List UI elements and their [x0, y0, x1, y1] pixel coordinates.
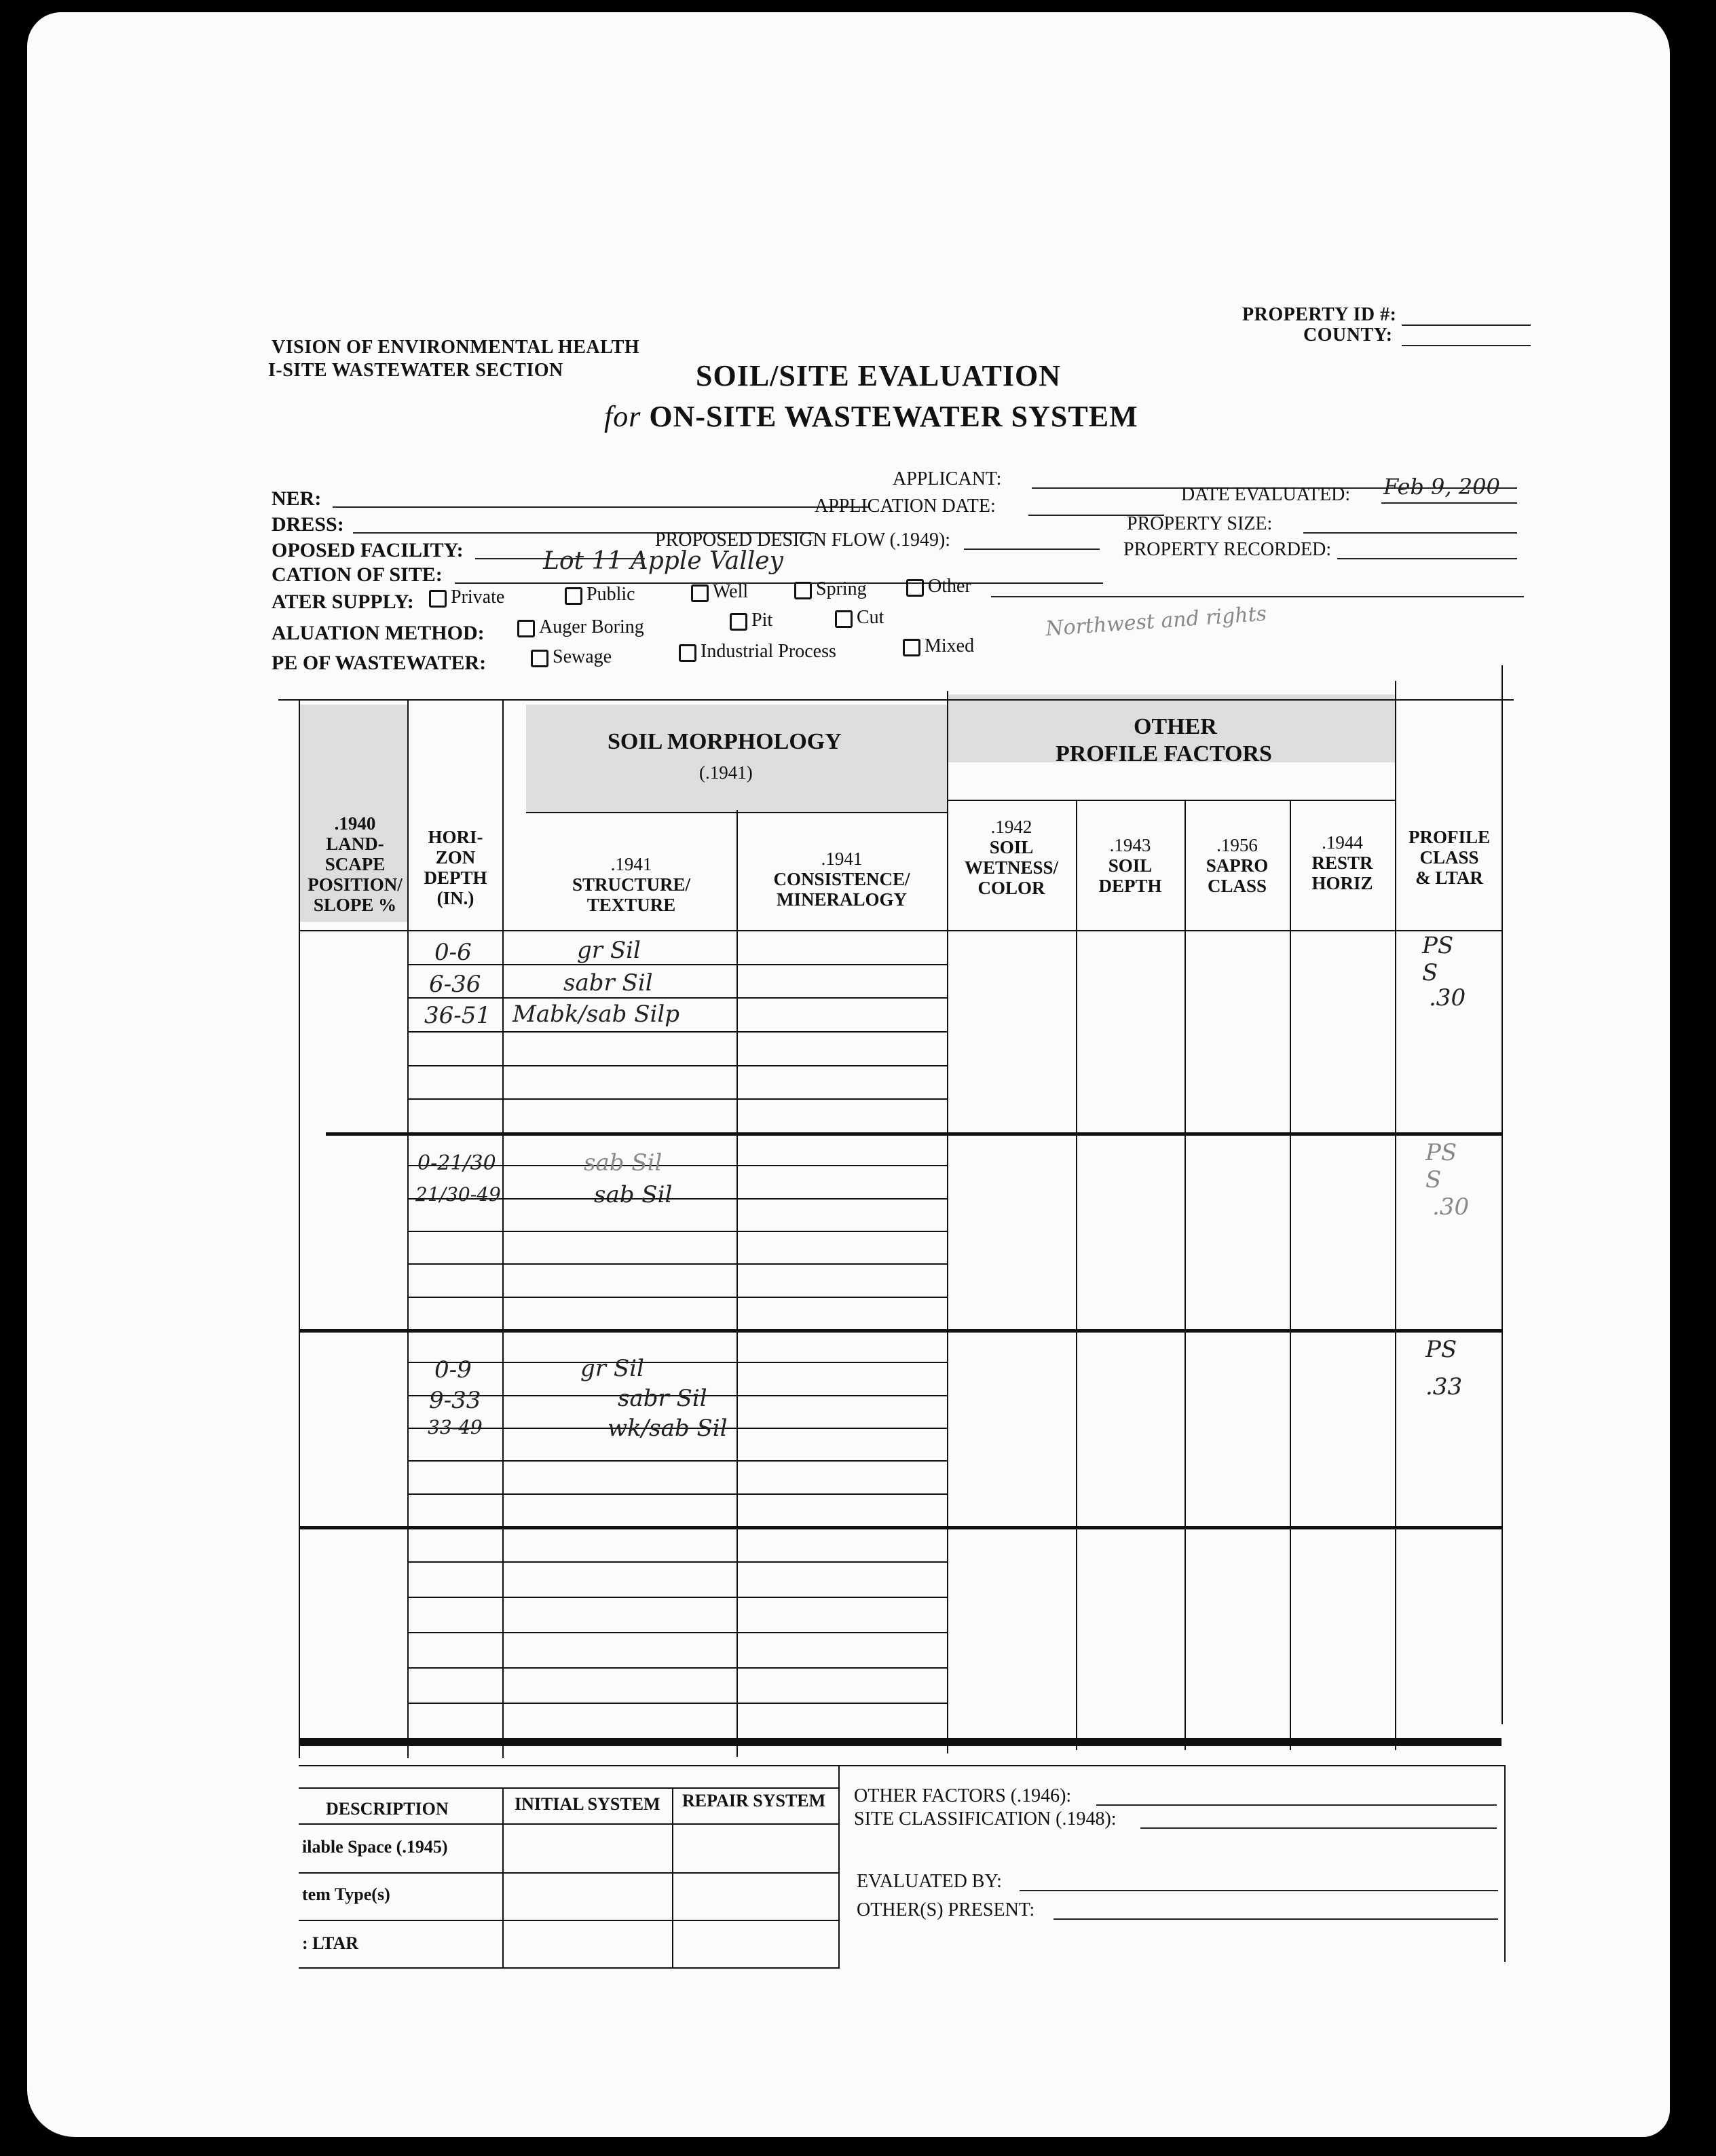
row-line: [407, 1561, 947, 1563]
profile-3-depth-1: 0-9: [434, 1356, 472, 1383]
col-restr-header: .1944 RESTR HORIZ: [1311, 832, 1373, 893]
bottom-col-1: [502, 1787, 504, 1967]
available-space-label: ilable Space (.1945): [302, 1837, 448, 1857]
profile-3-structure-1: gr Sil: [580, 1355, 644, 1382]
morphology-header-shade: [526, 705, 947, 813]
wastewater-label: PE OF WASTEWATER:: [272, 652, 487, 674]
col-wetness-header: .1942 SOIL WETNESS/ COLOR: [964, 817, 1059, 898]
row-line: [407, 1297, 947, 1298]
row-line: [407, 1632, 947, 1633]
ltar-label: : LTAR: [302, 1933, 359, 1953]
ww-sewage-checkbox[interactable]: Sewage: [531, 646, 612, 668]
other-factors-label: OTHER FACTORS (.1946):: [854, 1785, 1072, 1806]
property-size-label: PROPERTY SIZE:: [1127, 513, 1273, 534]
eval-pit-checkbox[interactable]: Pit: [730, 610, 772, 631]
agency-line-1: VISION OF ENVIRONMENTAL HEALTH: [272, 337, 640, 358]
location-label: CATION OF SITE:: [272, 563, 443, 586]
date-evaluated-label: DATE EVALUATED:: [1181, 484, 1351, 505]
bottom-line-2: [299, 1872, 838, 1874]
col-sep-5: [1076, 800, 1077, 1750]
profile-1-structure-3: Mabk/sab Silp: [512, 1001, 680, 1028]
col-sapro-header: .1956 SAPRO CLASS: [1206, 835, 1269, 896]
profile-2-structure-2: sab Sil: [594, 1181, 673, 1208]
profile-2-class-2: S: [1425, 1166, 1442, 1193]
applicant-label: APPLICANT:: [893, 468, 1002, 489]
address-label: DRESS:: [272, 513, 344, 536]
soil-morphology-header: SOIL MORPHOLOGY: [608, 729, 842, 754]
water-other-line[interactable]: [991, 596, 1524, 597]
profile-sep-2: [299, 1329, 1502, 1333]
col-sep-3: [736, 810, 738, 1757]
evaluated-by-label: EVALUATED BY:: [857, 1871, 1002, 1892]
row-line: [407, 1031, 947, 1033]
col-sep-2: [502, 699, 504, 1758]
profile-1-class-1: PS: [1422, 932, 1454, 959]
row-line: [407, 1065, 947, 1066]
profile-1-class-2: S: [1422, 959, 1438, 986]
eval-auger-checkbox[interactable]: Auger Boring: [517, 616, 644, 638]
row-line: [407, 1703, 947, 1704]
note-value: Northwest and rights: [1045, 601, 1268, 642]
design-flow-line[interactable]: [964, 549, 1100, 550]
form-title: SOIL/SITE EVALUATION: [696, 359, 1062, 392]
row-line: [407, 964, 947, 965]
profile-sep-1: [326, 1132, 1502, 1136]
water-supply-label: ATER SUPPLY:: [272, 591, 414, 613]
other-header-1: OTHER: [1134, 714, 1217, 739]
profile-sep-3: [299, 1526, 1502, 1529]
table-top: [278, 699, 1514, 701]
site-classification-label: SITE CLASSIFICATION (.1948):: [854, 1808, 1117, 1829]
col-profile-header: PROFILE CLASS & LTAR: [1408, 827, 1490, 888]
profile-1-depth-2: 6-36: [429, 971, 481, 998]
bottom-line-0: [299, 1787, 838, 1789]
application-date-label: APPLICATION DATE:: [815, 496, 996, 517]
profile-3-class-2: .33: [1425, 1373, 1463, 1400]
profile-1-depth-1: 0-6: [434, 939, 472, 966]
owner-label: NER:: [272, 487, 322, 510]
repair-system-header: REPAIR SYSTEM: [682, 1791, 826, 1810]
water-other-checkbox[interactable]: Other: [906, 576, 971, 597]
col-sep-7: [1290, 800, 1291, 1750]
water-well-checkbox[interactable]: Well: [691, 581, 748, 603]
col-soil-depth-header: .1943 SOIL DEPTH: [1098, 835, 1162, 896]
agency-line-2: I-SITE WASTEWATER SECTION: [268, 360, 563, 381]
bottom-top: [299, 1765, 1504, 1766]
row-line: [407, 1098, 947, 1100]
col-sep-6: [1185, 800, 1186, 1750]
row-line: [407, 1231, 947, 1232]
evaluation-method-label: ALUATION METHOD:: [272, 622, 485, 644]
profile-2-class-3: .30: [1432, 1193, 1470, 1221]
profile-2-depth-2: 21/30-49: [415, 1183, 501, 1206]
property-recorded-line[interactable]: [1337, 558, 1517, 559]
location-line[interactable]: [455, 582, 1103, 584]
profile-3-class-1: PS: [1425, 1336, 1457, 1363]
water-spring-checkbox[interactable]: Spring: [794, 578, 867, 600]
profile-1-structure-2: sabr Sil: [563, 969, 653, 997]
table-bottom: [299, 1738, 1502, 1746]
row-line: [407, 1597, 947, 1598]
description-header: DESCRIPTION: [326, 1799, 449, 1819]
property-recorded-label: PROPERTY RECORDED:: [1123, 539, 1332, 560]
system-type-label: tem Type(s): [302, 1884, 390, 1904]
proposed-facility-label: OPOSED FACILITY:: [272, 539, 464, 561]
form-page: [27, 12, 1670, 2137]
site-classification-line[interactable]: [1140, 1827, 1497, 1829]
col-consistence-header: .1941 CONSISTENCE/ MINERALOGY: [773, 849, 910, 910]
bottom-right: [1504, 1765, 1506, 1962]
other-sub-line: [947, 800, 1395, 801]
property-id-label: PROPERTY ID #:: [1242, 304, 1397, 325]
profile-3-depth-3: 33-49: [428, 1416, 483, 1438]
location-value: Lot 11 Apple Valley: [543, 547, 783, 575]
profile-3-structure-2: sabr Sil: [618, 1385, 707, 1412]
row-line: [407, 1667, 947, 1669]
profile-2-class-1: PS: [1425, 1139, 1457, 1166]
property-size-line[interactable]: [1303, 532, 1517, 534]
form-subtitle: for ON-SITE WASTEWATER SYSTEM: [604, 400, 1138, 433]
others-present-line[interactable]: [1053, 1918, 1498, 1920]
header-bottom: [299, 930, 1502, 931]
profile-2-structure-1: sab Sil: [584, 1149, 663, 1176]
soil-morphology-code: (.1941): [699, 762, 753, 783]
table-right: [1502, 665, 1503, 1724]
property-id-line: [1402, 324, 1531, 326]
profile-1-structure-1: gr Sil: [577, 937, 641, 964]
bottom-line-4: [299, 1967, 838, 1969]
row-line: [407, 1460, 947, 1462]
evaluated-by-line[interactable]: [1020, 1890, 1498, 1891]
initial-system-header: INITIAL SYSTEM: [515, 1794, 660, 1814]
table-left: [299, 699, 300, 1758]
row-line: [407, 1493, 947, 1495]
water-public-checkbox[interactable]: Public: [565, 584, 635, 606]
others-present-label: OTHER(S) PRESENT:: [857, 1899, 1035, 1920]
morph-sub-line: [526, 812, 947, 813]
owner-line[interactable]: [333, 506, 869, 508]
col-horizon-header: HORI- ZON DEPTH (IN.): [424, 827, 487, 908]
col-structure-header: .1941 STRUCTURE/ TEXTURE: [572, 854, 691, 915]
row-line: [407, 997, 947, 999]
other-factors-line[interactable]: [1096, 1804, 1497, 1806]
row-line: [407, 1362, 947, 1363]
bottom-line-1: [299, 1823, 838, 1825]
bottom-divider: [838, 1765, 840, 1969]
date-evaluated-value: Feb 9, 200: [1383, 474, 1500, 500]
county-line: [1402, 345, 1531, 346]
profile-3-depth-2: 9-33: [429, 1387, 481, 1414]
water-private-checkbox[interactable]: Private: [429, 587, 504, 608]
profile-1-class-3: .30: [1429, 984, 1466, 1011]
col-sep-1: [407, 699, 409, 1758]
bottom-line-3: [299, 1920, 838, 1921]
profile-3-structure-3: wk/sab Sil: [608, 1415, 728, 1442]
col-landscape-header: .1940 LAND- SCAPE POSITION/ SLOPE %: [307, 813, 403, 915]
ww-mixed-checkbox[interactable]: Mixed: [903, 635, 974, 657]
col-sep-4: [947, 691, 948, 1753]
ww-industrial-checkbox[interactable]: Industrial Process: [679, 641, 836, 663]
col-sep-8: [1395, 681, 1396, 1750]
profile-1-depth-3: 36-51: [424, 1002, 491, 1029]
profile-2-depth-1: 0-21/30: [417, 1151, 496, 1175]
eval-cut-checkbox[interactable]: Cut: [835, 607, 884, 629]
county-label: COUNTY:: [1303, 324, 1393, 346]
row-line: [407, 1263, 947, 1265]
design-flow-label: PROPOSED DESIGN FLOW (.1949):: [655, 529, 951, 551]
date-evaluated-line[interactable]: [1381, 502, 1517, 504]
bottom-col-2: [672, 1787, 673, 1967]
other-header-2: PROFILE FACTORS: [1056, 741, 1272, 766]
